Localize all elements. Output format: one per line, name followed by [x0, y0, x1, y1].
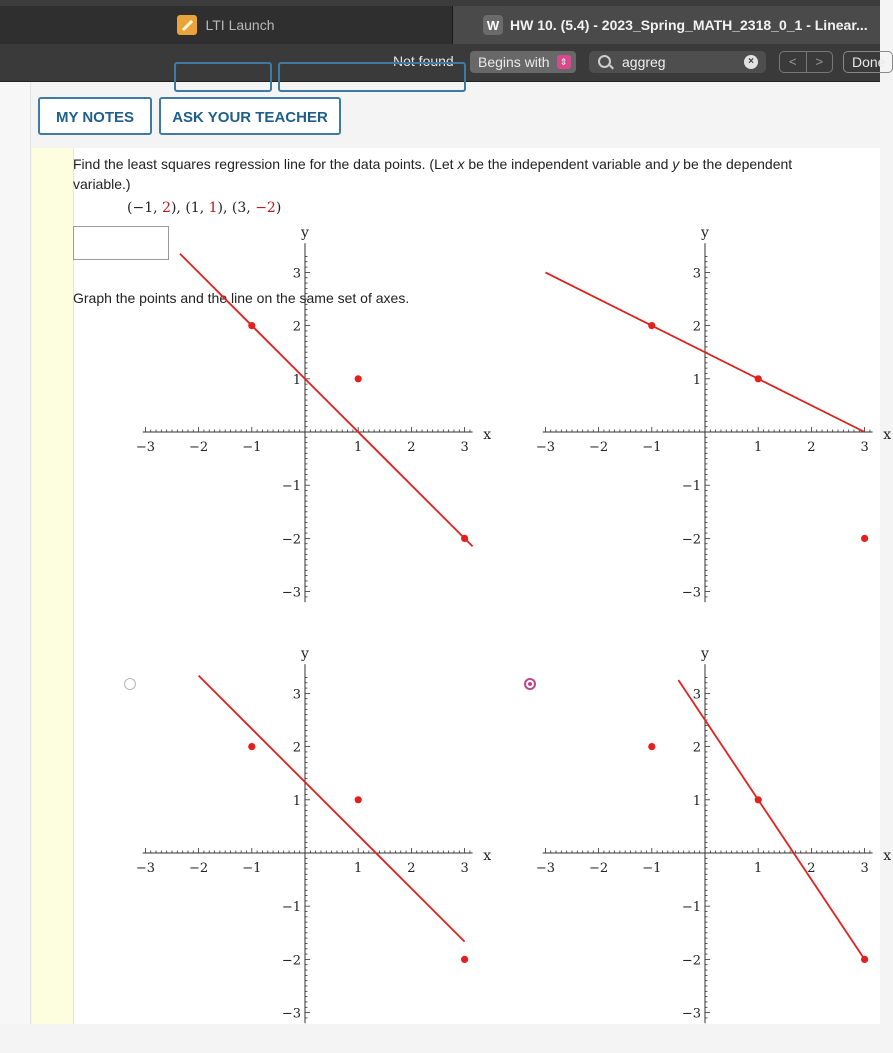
find-next-button[interactable]: >: [815, 54, 824, 69]
x-tick-label: −1: [642, 440, 662, 455]
chevron-updown-icon: ⇕: [557, 55, 571, 69]
pencil-icon: [177, 15, 197, 35]
x-tick-label: −2: [589, 440, 609, 455]
x-tick-label: −3: [535, 861, 555, 876]
y-tick-label: 3: [292, 266, 301, 282]
regression-line: [199, 676, 465, 942]
x-tick-label: −3: [135, 861, 155, 876]
previous-button-outline[interactable]: [278, 62, 466, 92]
tab-homework[interactable]: [453, 6, 880, 44]
graph-prompt: Graph the points and the line on the same set of axes.: [73, 290, 410, 306]
prompt-text: Find the least squares regression line for the data points. (Let: [73, 156, 458, 172]
y-tick-label: 3: [292, 687, 301, 703]
x-axis-label: x: [883, 848, 892, 864]
x-tick-label: −1: [242, 861, 262, 876]
data-point-marker: [861, 956, 868, 963]
y-tick-label: 2: [292, 740, 301, 756]
find-done-button[interactable]: Done: [843, 51, 893, 73]
y-tick-label: 3: [692, 687, 701, 703]
previous-button-outline[interactable]: [174, 62, 272, 92]
y-tick-label: −2: [281, 953, 301, 969]
page-content: [0, 82, 892, 1024]
y-tick-label: −2: [681, 953, 701, 969]
y-tick-label: −1: [281, 479, 301, 495]
search-icon: [598, 55, 611, 68]
y-tick-label: 2: [692, 740, 701, 756]
x-axis-label: x: [483, 848, 492, 864]
data-point-marker: [648, 743, 655, 750]
tab-lti-launch[interactable]: [0, 6, 453, 44]
x-tick-label: 2: [407, 861, 416, 876]
question-marker-strip: [32, 148, 74, 1024]
data-point-marker: [248, 322, 255, 329]
y-tick-label: 2: [692, 319, 701, 335]
y-axis-label: y: [701, 225, 709, 242]
question-text: [73, 154, 833, 194]
variable-x: x: [457, 156, 465, 172]
regression-line: [180, 254, 473, 547]
data-point: (1, 1): [185, 200, 223, 216]
tab-label: HW 10. (5.4) - 2023_Spring_MATH_2318_0_1 - Linear...: [510, 17, 868, 33]
x-tick-label: −2: [589, 861, 609, 876]
y-tick-label: −3: [681, 585, 701, 601]
data-points-list: (−1, 2), (1, 1), (3, −2): [127, 200, 282, 216]
answer-graph-4: [530, 646, 892, 1053]
x-tick-label: 3: [460, 861, 469, 876]
x-tick-label: 2: [807, 440, 816, 455]
x-tick-label: −2: [189, 861, 209, 876]
y-tick-label: −1: [281, 900, 301, 916]
y-tick-label: −1: [681, 479, 701, 495]
data-point-marker: [461, 535, 468, 542]
data-point-marker: [648, 322, 655, 329]
data-point-marker: [461, 956, 468, 963]
x-tick-label: 2: [407, 440, 416, 455]
data-point-marker: [248, 743, 255, 750]
x-tick-label: 3: [860, 440, 869, 455]
x-tick-label: −3: [535, 440, 555, 455]
y-tick-label: −1: [681, 900, 701, 916]
answer-graph-2: [530, 225, 892, 632]
find-previous-button[interactable]: <: [780, 52, 807, 72]
data-point-marker: [355, 796, 362, 803]
x-tick-label: 1: [354, 861, 363, 876]
data-point: (3, −2): [231, 200, 282, 216]
find-status: Not found: [393, 53, 454, 69]
data-point-marker: [861, 535, 868, 542]
x-tick-label: −2: [189, 440, 209, 455]
variable-y: y: [672, 156, 680, 172]
x-tick-label: 1: [354, 440, 363, 455]
clear-search-icon[interactable]: ×: [744, 55, 758, 69]
data-point-marker: [755, 796, 762, 803]
x-tick-label: −1: [242, 440, 262, 455]
regression-line: [678, 680, 864, 959]
my-notes-button[interactable]: MY NOTES: [38, 97, 152, 135]
answer-graph-3: [130, 646, 492, 1053]
x-tick-label: 1: [754, 440, 763, 455]
previous-question-buttons: [174, 62, 464, 90]
y-tick-label: 2: [292, 319, 301, 335]
data-point-marker: [755, 375, 762, 382]
y-axis-label: y: [701, 646, 709, 663]
y-tick-label: −3: [281, 585, 301, 601]
ask-your-teacher-button[interactable]: ASK YOUR TEACHER: [159, 97, 341, 135]
find-mode-select[interactable]: [470, 51, 576, 73]
find-navigation: [779, 51, 833, 73]
w-icon: W: [483, 15, 503, 35]
x-tick-label: 3: [460, 440, 469, 455]
y-tick-label: 1: [692, 793, 701, 809]
data-point: (−1, 2): [127, 200, 177, 216]
find-search-input[interactable]: [589, 51, 766, 73]
y-tick-label: −3: [681, 1006, 701, 1022]
y-tick-label: 1: [292, 793, 301, 809]
x-tick-label: −1: [642, 861, 662, 876]
y-axis-label: y: [301, 646, 309, 663]
y-axis-label: y: [301, 225, 309, 242]
prompt-text: be the independent variable and: [464, 156, 673, 172]
x-tick-label: −3: [135, 440, 155, 455]
y-tick-label: 1: [692, 372, 701, 388]
prompt-text: be the dependent variable.): [73, 156, 793, 192]
y-tick-label: −3: [281, 1006, 301, 1022]
x-tick-label: 1: [754, 861, 763, 876]
y-tick-label: −2: [281, 532, 301, 548]
browser-tab-bar: [0, 0, 880, 44]
x-tick-label: 2: [807, 861, 816, 876]
answer-graph-1: [130, 225, 492, 632]
y-tick-label: −2: [681, 532, 701, 548]
y-tick-label: 1: [292, 372, 301, 388]
data-point-marker: [355, 375, 362, 382]
tab-label: LTI Launch: [205, 17, 275, 33]
x-axis-label: x: [883, 427, 892, 443]
y-tick-label: 3: [692, 266, 701, 282]
left-margin: [0, 82, 31, 1024]
find-mode-label: Begins with: [478, 54, 550, 70]
find-query-value: aggreg: [622, 54, 666, 70]
x-tick-label: 3: [860, 861, 869, 876]
x-axis-label: x: [483, 427, 492, 443]
